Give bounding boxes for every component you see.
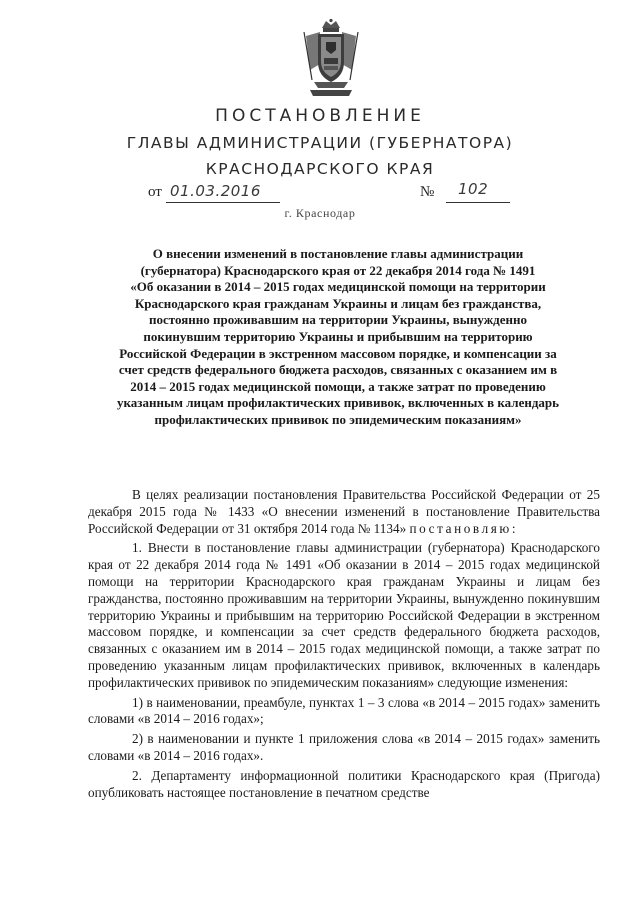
item-1-paragraph: 1. Внести в постановление главы администрации (губернатора) Краснодарского края от 22 декабря 2014 года № 1491 «Об оказании в 2014 – 2015 годах медицинской помощи на территории Краснодарского края гражданам Украины и лицам без гражданства, постоянно проживавшим на территории Украины, вынужденно покинувшим территорию Украины и прибывшим на территорию Российской Федерации в экстренном массовом порядке, и компенсации за счет средств федерального бюджета расходов, связанных с оказанием им в 2014 – 2015 годах медицинской помощи, а также затрат по проведению указанным лицам профилактических прививок, включенных в календарь профилактических прививок по эпидемическим показаниям» следующие изменения: xyxy=(88,540,600,690)
number-label: № xyxy=(420,184,435,200)
document-body xyxy=(88,487,600,804)
document-title xyxy=(110,246,566,429)
preamble-text: В целях реализации постановления Правительства Российской Федерации от 25 декабря 2015 года № 1433 «О внесении изменений в постановление Правительства Российской Федерации от 31 октября 2014 года № 1134» xyxy=(88,487,600,536)
coat-of-arms-emblem xyxy=(300,18,362,100)
date-underline xyxy=(166,202,280,203)
preamble-paragraph xyxy=(88,487,600,537)
title-line: профилактических прививок по эпидемическим показаниям» xyxy=(154,411,522,427)
decree-word: постановляю: xyxy=(409,520,519,536)
title-line: постоянно проживавшим на территории Украины, вынужденно xyxy=(148,312,527,328)
number-handwritten: 102 xyxy=(458,180,489,198)
item-2-paragraph: 2. Департаменту информационной политики Краснодарского края (Пригода) опубликовать настоящее постановление в печатном средстве xyxy=(88,767,600,800)
title-line: Российской Федерации в экстренном массовом порядке, и компенсации за xyxy=(119,345,557,361)
item-1-sub-1-paragraph: 1) в наименовании, преамбуле, пунктах 1 – 3 слова «в 2014 – 2015 годах» заменить словами «в 2014 – 2016 годах»; xyxy=(88,694,600,727)
title-line: счет средств федерального бюджета расходов, связанных с оказанием им в xyxy=(118,362,558,378)
document-type-heading: ПОСТАНОВЛЕНИЕ xyxy=(215,106,425,126)
date-label: от xyxy=(148,184,162,200)
title-line: указанным лицам профилактических прививок, включенных в календарь xyxy=(116,395,560,411)
title-line: покинувшим территорию Украины и прибывшим на территорию xyxy=(143,328,533,344)
title-line: (губернатора) Краснодарского края от 22 декабря 2014 года № 1491 xyxy=(140,262,536,278)
region-heading: КРАСНОДАРСКОГО КРАЯ xyxy=(205,160,435,178)
date-handwritten: 01.03.2016 xyxy=(170,182,261,200)
title-line: «Об оказании в 2014 – 2015 годах медицинской помощи на территории xyxy=(130,279,546,295)
title-line: Краснодарского края гражданам Украины и лицам без гражданства, xyxy=(134,295,542,311)
title-line: О внесении изменений в постановление главы администрации xyxy=(152,246,524,261)
authority-heading: ГЛАВЫ АДМИНИСТРАЦИИ (ГУБЕРНАТОРА) xyxy=(126,134,514,152)
title-line: 2014 – 2015 годах медицинской помощи, а также затрат по проведению xyxy=(130,378,546,394)
item-1-sub-2-paragraph: 2) в наименовании и пункте 1 приложения слова «в 2014 – 2015 годах» заменить словами «в 2014 – 2016 годах». xyxy=(88,731,600,763)
number-underline xyxy=(446,202,510,203)
city-label: г. Краснодар xyxy=(284,206,356,220)
